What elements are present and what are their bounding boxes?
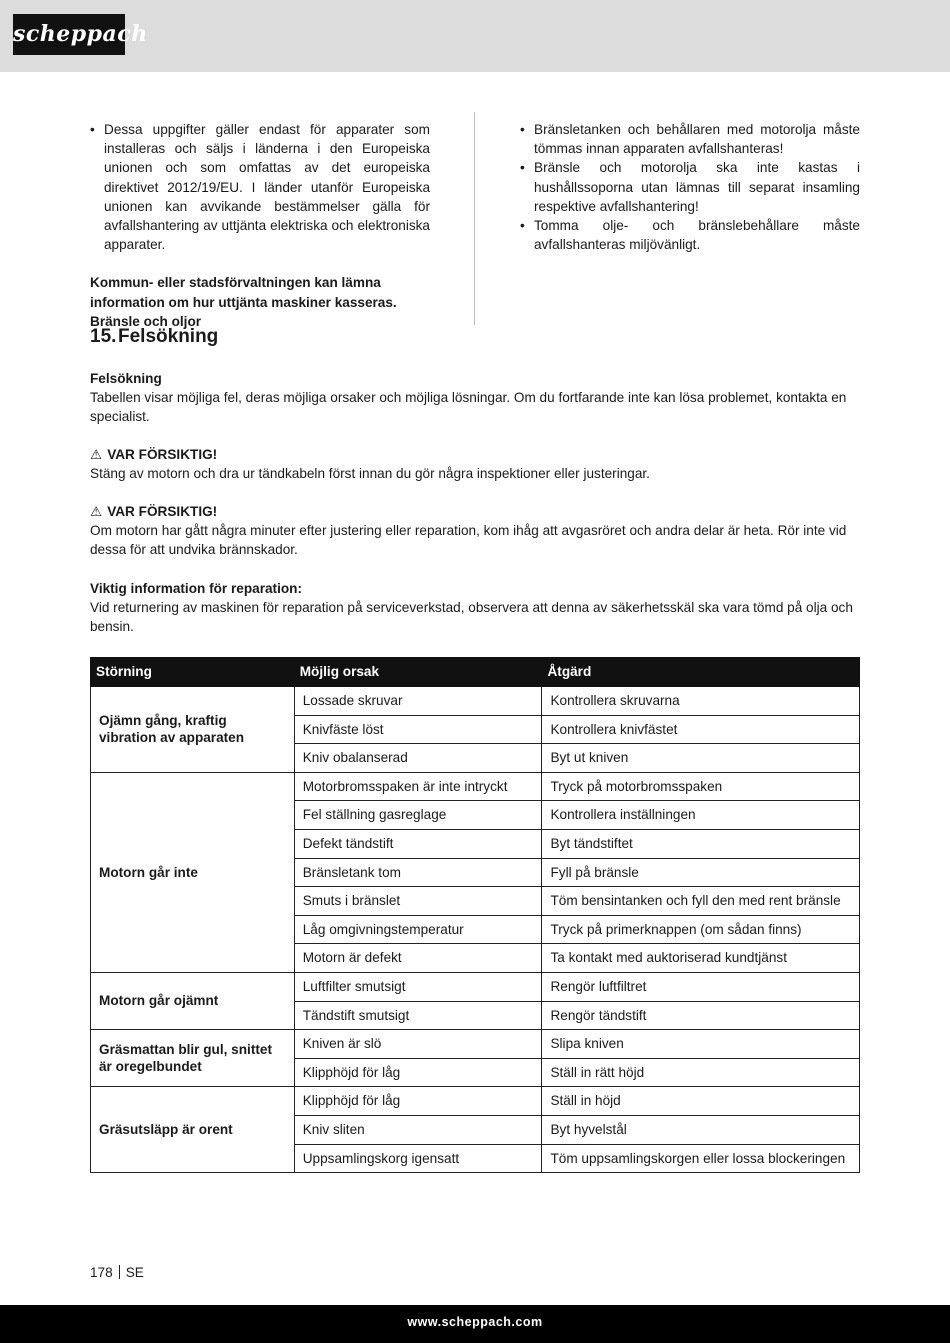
- intro-heading: Felsökning: [90, 371, 162, 386]
- remedy-cell: Töm uppsamlingskorgen eller lossa blockeringen: [542, 1144, 860, 1173]
- remedy-cell: Rengör luftfiltret: [542, 972, 860, 1001]
- footer-bar: [0, 1305, 950, 1343]
- remedy-cell: Kontrollera knivfästet: [542, 715, 860, 744]
- fuel-oils-heading: Bränsle och oljor: [90, 313, 202, 329]
- problem-cell: Motorn går ojämnt: [91, 972, 295, 1029]
- table-row: [91, 772, 860, 801]
- warning-triangle-icon: ⚠: [90, 447, 103, 462]
- scheppach-logo: scheppach: [13, 14, 125, 55]
- right-bullet-list: [520, 120, 860, 254]
- repair-info-block: [90, 579, 860, 637]
- cause-cell: Luftfilter smutsigt: [294, 972, 542, 1001]
- cause-cell: Klipphöjd för låg: [294, 1087, 542, 1116]
- remedy-cell: Ställ in rätt höjd: [542, 1058, 860, 1087]
- column-header: Störning: [91, 658, 295, 687]
- column-header: Åtgärd: [542, 658, 860, 687]
- intro-text: Tabellen visar möjliga fel, deras möjliga orsaker och möjliga lösningar. Om du fortfarande inte kan lösa problemet, kontakta en specialist.: [90, 390, 847, 425]
- problem-cell: Ojämn gång, kraftig vibration av apparaten: [91, 687, 295, 773]
- warning-block-2: [90, 502, 860, 560]
- warning-block-1: [90, 445, 860, 483]
- section-title: [90, 326, 218, 348]
- right-column: [520, 120, 860, 254]
- remedy-cell: Ställ in höjd: [542, 1087, 860, 1116]
- section-number: 15.: [90, 326, 117, 347]
- table-row: [91, 972, 860, 1001]
- page-separator: [119, 1265, 120, 1279]
- intro-block: [90, 369, 860, 427]
- municipal-info-text: Kommun- eller stadsförvaltningen kan lämna information om hur uttjänta maskiner kasseras. Bränsle och oljor: [90, 273, 430, 331]
- repair-heading: Viktig information för reparation:: [90, 581, 302, 596]
- remedy-cell: Byt tändstiftet: [542, 829, 860, 858]
- website-url: www.scheppach.com: [407, 1315, 543, 1329]
- cause-cell: Kniv sliten: [294, 1115, 542, 1144]
- problem-cell: Gräsmattan blir gul, snittet är oregelbundet: [91, 1030, 295, 1087]
- cause-cell: Lossade skruvar: [294, 687, 542, 716]
- problem-cell: Gräsutsläpp är orent: [91, 1087, 295, 1173]
- cause-cell: Bränsletank tom: [294, 858, 542, 887]
- list-item: • Tomma olje- och bränslebehållare måste avfallshanteras miljövänligt.: [520, 216, 860, 254]
- cause-cell: Knivfäste löst: [294, 715, 542, 744]
- remedy-cell: Ta kontakt med auktoriserad kundtjänst: [542, 944, 860, 973]
- header-bar: [0, 0, 950, 72]
- problem-cell: Motorn går inte: [91, 772, 295, 972]
- column-divider: [474, 112, 475, 325]
- left-column: [90, 120, 430, 331]
- remedy-cell: Tryck på motorbromsspaken: [542, 772, 860, 801]
- remedy-cell: Töm bensintanken och fyll den med rent bränsle: [542, 887, 860, 916]
- list-item: • Bränsletanken och behållaren med motorolja måste tömmas innan apparaten avfallshanteras!: [520, 120, 860, 158]
- remedy-cell: Rengör tändstift: [542, 1001, 860, 1030]
- cause-cell: Fel ställning gasreglage: [294, 801, 542, 830]
- warning-heading: VAR FÖRSIKTIG!: [107, 447, 218, 462]
- list-item: • Dessa uppgifter gäller endast för apparater som installeras och säljs i länderna i den Europeiska unionen och som omfattas av det europeiska direktivet 2012/19/EU. I länder utanför Europeiska unionen kan avvikande bestämmelser gälla för avfallshantering av uttjänta elektriska och elektroniska apparater.: [90, 120, 430, 254]
- remedy-cell: Kontrollera skruvarna: [542, 687, 860, 716]
- remedy-cell: Slipa kniven: [542, 1030, 860, 1059]
- cause-cell: Klipphöjd för låg: [294, 1058, 542, 1087]
- remedy-cell: Fyll på bränsle: [542, 858, 860, 887]
- warning-text: Stäng av motorn och dra ur tändkabeln först innan du gör några inspektioner eller justeringar.: [90, 466, 650, 482]
- remedy-cell: Tryck på primerknappen (om sådan finns): [542, 915, 860, 944]
- warning-text: Om motorn har gått några minuter efter justering eller reparation, kom ihåg att avgasröret och andra delar är heta. Rör inte vid dessa för att undvika brännskador.: [90, 523, 847, 558]
- table-row: [91, 1087, 860, 1116]
- page-number: 178 SE: [90, 1265, 144, 1280]
- cause-cell: Smuts i bränslet: [294, 887, 542, 916]
- cause-cell: Låg omgivningstemperatur: [294, 915, 542, 944]
- cause-cell: Kniv obalanserad: [294, 744, 542, 773]
- cause-cell: Motorbromsspaken är inte intryckt: [294, 772, 542, 801]
- cause-cell: Tändstift smutsigt: [294, 1001, 542, 1030]
- column-header: Möjlig orsak: [294, 658, 542, 687]
- repair-text: Vid returnering av maskinen för reparation på serviceverkstad, observera att denna av säkerhetsskäl ska vara tömd på olja och bensin.: [90, 600, 853, 635]
- left-bullet-list: [90, 120, 430, 254]
- remedy-cell: Byt hyvelstål: [542, 1115, 860, 1144]
- table-row: [91, 687, 860, 716]
- section-title-text: Felsökning: [118, 326, 219, 347]
- remedy-cell: Byt ut kniven: [542, 744, 860, 773]
- list-item: • Bränsle och motorolja ska inte kastas i hushållssoporna utan lämnas till separat insamling respektive avfallshantering!: [520, 158, 860, 216]
- table-row: [91, 1030, 860, 1059]
- cause-cell: Kniven är slö: [294, 1030, 542, 1059]
- cause-cell: Motorn är defekt: [294, 944, 542, 973]
- remedy-cell: Kontrollera inställningen: [542, 801, 860, 830]
- table-header-row: [91, 658, 860, 687]
- troubleshooting-table: [90, 657, 860, 1173]
- cause-cell: Uppsamlingskorg igensatt: [294, 1144, 542, 1173]
- warning-heading: VAR FÖRSIKTIG!: [107, 504, 218, 519]
- language-code: SE: [125, 1265, 144, 1280]
- warning-triangle-icon: ⚠: [90, 504, 103, 519]
- cause-cell: Defekt tändstift: [294, 829, 542, 858]
